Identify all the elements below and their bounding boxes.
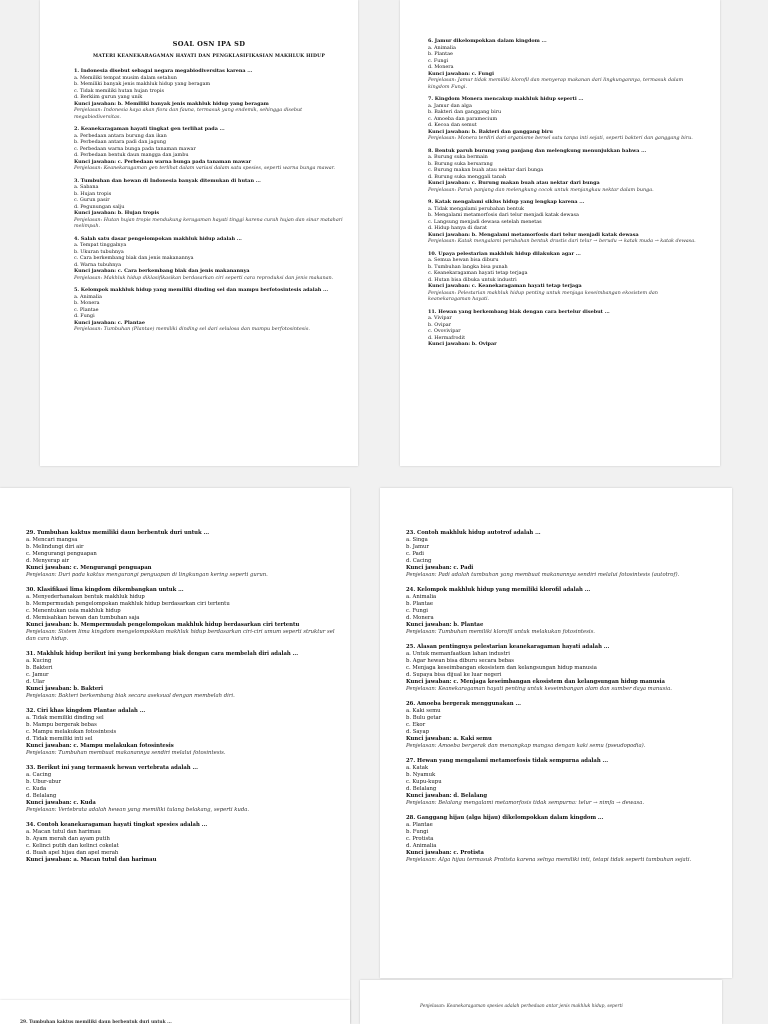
question-block (406, 587, 718, 636)
answer-key: Kunci jawaban: c. Fungi (428, 70, 494, 77)
explanation-text: Penjelasan: Tumbuhan memiliki klorofil untuk melakukan fotosintesis. (406, 629, 595, 635)
answer-option: a. Macan tutul dan harimau (26, 829, 101, 835)
question-block (26, 587, 336, 643)
answer-option: d. Hermafrodit (428, 334, 466, 341)
question-text: 4. Salah satu dasar pengelompokan makhluk hidup adalah ... (74, 235, 242, 242)
answer-option: d. Kecoa dan semut (428, 122, 477, 128)
question-list (26, 530, 336, 864)
page-4-content (380, 488, 732, 880)
answer-option: c. Fungi (406, 608, 428, 614)
answer-option: d. Belalang (406, 786, 437, 792)
answer-option: b. Plantae (406, 601, 434, 607)
question-text: 34. Contoh keanekaragaman hayati tingkat spesies adalah ... (26, 822, 208, 828)
answer-key: Kunci jawaban: b. Memiliki banyak jenis makhluk hidup yang beragam (74, 100, 269, 107)
answer-option: c. Plantae (74, 306, 99, 313)
question-block (26, 651, 336, 700)
answer-key: Kunci jawaban: c. Padi (406, 565, 474, 571)
question-text: 26. Amoeba bergerak menggunakan ... (406, 701, 522, 707)
question-block (406, 815, 718, 864)
answer-option: b. Hujan tropis (74, 190, 112, 197)
question-text: 3. Tumbuhan dan hewan di Indonesia banyak ditemukan di hutan ... (74, 177, 261, 184)
partial-explanation-text: Penjelasan: Keanekaragaman spesies adalah perbedaan antar jenis makhluk hidup, seperti (420, 1004, 623, 1009)
answer-option: a. Perbedaan antara burung dan ikan (74, 132, 167, 139)
answer-option: c. Tidak memiliki hutan hujan tropis (74, 87, 164, 94)
answer-option: c. Fungi (428, 57, 449, 64)
explanation-text: Penjelasan: Indonesia kaya akan flora dan fauna, termasuk yang endemik, sehingga disebut megabiodiversitas. (74, 107, 303, 120)
answer-option: a. Plantae (406, 822, 433, 828)
answer-key: Kunci jawaban: b. Mempermudah pengelompokan makhluk hidup berdasarkan ciri tertentu (26, 622, 300, 628)
answer-key: Kunci jawaban: a. Macan tutul dan harimau (26, 857, 157, 863)
answer-option: b. Ubur-ubur (26, 779, 62, 785)
answer-option: d. Berkiim gurun yang unik (74, 94, 143, 100)
answer-option: b. Bakteri dan ganggang biru (428, 109, 502, 115)
answer-option: d. Memisahkan hewan dan tumbuhan saja (26, 615, 140, 621)
answer-option: a. Kucing (26, 658, 52, 664)
answer-option: d. Tidak memiliki inti sel (26, 736, 93, 742)
answer-option: c. Ekor (406, 722, 426, 728)
question-block (428, 199, 702, 245)
question-block (406, 530, 718, 579)
question-block (428, 309, 702, 348)
answer-key: Kunci jawaban: c. Burung makan buah atau nektar dari bunga (428, 180, 600, 186)
answer-option: d. Supaya bisa dijual ke luar negeri (406, 672, 502, 678)
explanation-text: Penjelasan: Monera terdiri dari organisme bersel satu tanpa inti sejati, seperti bakteri dan ganggang biru. (428, 135, 693, 141)
question-block (26, 708, 336, 757)
partial-question-text: 29. Tumbuhan kaktus memiliki daun berbentuk duri untuk ... (20, 1020, 172, 1024)
answer-option: a. Tidak memiliki dinding sel (26, 715, 104, 721)
answer-option: d. Perbedaan bentuk daun mangga dan jambu (74, 152, 189, 158)
answer-option: c. Menjaga keseimbangan ekosistem dan kelangsungan hidup manusia (406, 665, 597, 671)
answer-option: c. Langsung menjadi dewasa setelah menetas (428, 218, 542, 225)
document-page-4 (380, 488, 732, 978)
answer-key: Kunci jawaban: b. Plantae (406, 622, 484, 628)
answer-option: d. Cacing (406, 558, 432, 564)
question-block (406, 701, 718, 750)
answer-option: b. Ovipar (428, 321, 451, 328)
question-text: 10. Upaya pelestarian makhluk hidup dilakukan agar ... (428, 250, 581, 257)
answer-option: b. Mampu bergerak bebas (26, 722, 97, 728)
question-block (26, 765, 336, 814)
answer-option: b. Monera (74, 300, 100, 306)
answer-option: a. Kaki semu (406, 708, 441, 714)
question-text: 7. Kingdom Monera mencakup makhluk hidup seperti ... (428, 96, 584, 102)
answer-key: Kunci jawaban: b. Bakteri dan ganggang biru (428, 128, 553, 135)
question-block (26, 530, 336, 579)
document-page-2 (400, 0, 720, 466)
question-text: 29. Tumbuhan kaktus memiliki daun berbentuk duri untuk ... (26, 530, 210, 536)
question-block (406, 644, 718, 693)
answer-key: Kunci jawaban: c. Mengurangi penguapan (26, 565, 152, 571)
question-block (74, 178, 344, 230)
answer-key: Kunci jawaban: c. Cara berkembang biak dan jenis makanannya (74, 268, 250, 274)
answer-option: c. Ovovivipar (428, 328, 461, 334)
question-block (74, 126, 344, 172)
question-text: 28. Ganggang hijau (alga hijau) dikelompokkan dalam kingdom ... (406, 815, 604, 821)
document-page-1 (40, 0, 358, 466)
answer-option: b. Fungi (406, 829, 429, 835)
answer-option: b. Mempermudah pengelompokan makhluk hidup berdasarkan ciri tertentu (26, 601, 230, 607)
answer-option: d. Buah apel hijau dan apel merah (26, 850, 119, 856)
answer-option: d. Warna tubuhnya (74, 261, 122, 268)
answer-option: b. Perbedaan antara padi dan jagung (74, 139, 167, 145)
answer-option: d. Menyerap air (26, 558, 70, 564)
answer-option: d. Belalang (26, 793, 57, 799)
answer-key: Kunci jawaban: c. Kuda (26, 800, 96, 806)
answer-option: a. Memiliki tempat musim dalam setahun (74, 74, 177, 81)
answer-option: c. Amoeba dan paramecium (428, 115, 498, 122)
document-page-6-partial (360, 980, 722, 1024)
explanation-text: Penjelasan: Padi adalah tumbuhan yang membuat makanannya sendiri melalui fotosintesis (autotrof). (406, 572, 680, 578)
question-block (26, 822, 336, 864)
explanation-text: Penjelasan: Bakteri berkembang biak secara aseksual dengan membelah diri. (26, 693, 235, 699)
answer-key: Kunci jawaban: b. Bakteri (26, 686, 103, 692)
answer-option: b. Tumbuhan langka bisa punah (428, 263, 508, 270)
answer-key: Kunci jawaban: c. Plantae (74, 319, 145, 326)
question-block (428, 148, 702, 194)
explanation-text: Penjelasan: Belalang mengalami metamorfosis tidak sempurna: telur → nimfa → dewasa. (406, 800, 645, 806)
answer-option: a. Singa (406, 537, 428, 543)
answer-option: d. Fungi (74, 313, 95, 319)
answer-option: d. Hutan bisa dibuka untuk industri (428, 276, 517, 283)
answer-key: Kunci jawaban: a. Kaki semu (406, 736, 492, 742)
question-text: 5. Kelompok makhluk hidup yang memiliki dinding sel dan mampu berfotosintesis adalah ... (74, 287, 329, 293)
answer-key: Kunci jawaban: d. Belalang (406, 793, 488, 799)
explanation-text: Penjelasan: Pelestarian makhluk hidup penting untuk menjaga keseimbangan ekosistem dan keanekaragaman hayati. (428, 289, 658, 302)
answer-option: b. Bulu getar (406, 715, 442, 721)
answer-option: a. Animalia (428, 44, 456, 51)
explanation-text: Penjelasan: Katak mengalami perubahan bentuk drastis dari telur → berudu → katak muda → katak dewasa. (428, 238, 696, 244)
question-block (74, 236, 344, 282)
answer-option: a. Jamur dan alga (428, 102, 472, 109)
explanation-text: Penjelasan: Keanekaragaman hayati penting untuk keseimbangan alam dan sumber daya manusia. (406, 686, 672, 692)
explanation-text: Penjelasan: Sistem lima kingdom mengelompokkan makhluk hidup berdasarkan ciri-ciri umum seperti struktur sel dan cara hidup. (26, 629, 335, 642)
answer-option: c. Keanekaragaman hayati tetap terjaga (428, 270, 528, 276)
answer-option: a. Vivipar (428, 315, 452, 321)
answer-option: a. Mencari mangsa (26, 537, 78, 543)
question-text: 31. Makhluk hidup berikut ini yang berkembang biak dengan cara membelah diri adalah ... (26, 651, 299, 657)
page-2-content (400, 0, 720, 362)
answer-key: Kunci jawaban: c. Keanekaragaman hayati tetap terjaga (428, 283, 582, 289)
explanation-text: Penjelasan: Tumbuhan membuat makanannya sendiri melalui fotosintesis. (26, 750, 226, 756)
question-text: 24. Kelompok makhluk hidup yang memiliki klorofil adalah ... (406, 587, 591, 593)
answer-option: c. Mampu melakukan fotosintesis (26, 729, 117, 735)
question-text: 30. Klasifikasi lima kingdom dikembangkan untuk ... (26, 587, 184, 593)
document-title: SOAL OSN IPA SD (172, 40, 246, 48)
answer-key: Kunci jawaban: c. Mampu melakukan fotosintesis (26, 743, 174, 749)
answer-option: c. Gurun pasir (74, 197, 110, 203)
question-list (406, 530, 718, 864)
explanation-text: Penjelasan: Paruh panjang dan melengkung cocok untuk menjangkau nektar dalam bunga. (428, 186, 654, 193)
answer-option: d. Hidup hanya di darat (428, 225, 487, 231)
answer-key: Kunci jawaban: c. Protista (406, 850, 484, 856)
answer-option: c. Padi (406, 551, 424, 557)
answer-option: b. Ayam merah dan ayam putih (26, 836, 110, 842)
answer-option: b. Melindungi diri air (26, 544, 84, 550)
question-text: 2. Keanekaragaman hayati tingkat gen terlihat pada ... (74, 126, 225, 132)
answer-option: a. Burung suka bermain (428, 154, 488, 160)
answer-key: Kunci jawaban: b. Mengalami metamorfosis dari telur menjadi katak dewasa (428, 231, 639, 238)
explanation-text: Penjelasan: Tumbuhan (Plantae) memiliki dinding sel dari selulosa dan mampu berfotosintesis. (74, 326, 310, 332)
question-text: 9. Katak mengalami siklus hidup yang lengkap karena ... (428, 199, 585, 205)
explanation-text: Penjelasan: Keanekaragaman gen terlihat dalam variasi dalam satu spesies, seperti warna bunga mawar. (74, 165, 335, 171)
answer-option: c. Burung makan buah atau nektar dari bunga (428, 167, 544, 173)
answer-option: c. Perbedaan warna bunga pada tanaman mawar (74, 145, 196, 152)
question-block (428, 251, 702, 303)
answer-key: Kunci jawaban: b. Hujan tropis (74, 210, 160, 216)
document-subtitle: MATERI KEANEKARAGAMAN HAYATI DAN PENGKLASIFIKASIAN MAKHLUK HIDUP (92, 54, 326, 59)
answer-option: c. Protista (406, 836, 434, 842)
question-text: 8. Bentuk paruh burung yang panjang dan melengkung menunjukkan bahwa ... (428, 147, 647, 154)
question-list (74, 68, 344, 333)
explanation-text: Penjelasan: Jamur tidak memiliki klorofil dan menyerap makanan dari lingkungannya, termasuk dalam kingdom Fungi. (428, 77, 684, 90)
answer-option: b. Mengalami metamorfosis dari telur menjadi katak dewasa (428, 212, 579, 218)
answer-option: b. Agar hewan bisa diburu secara bebas (406, 658, 514, 664)
question-text: 25. Alasan pentingnya pelestarian keanekaragaman hayati adalah ... (406, 644, 610, 650)
answer-option: b. Jamur (406, 544, 430, 550)
answer-option: d. Pegunungan salju (74, 203, 125, 210)
answer-option: b. Ukuran tubuhnya (74, 248, 124, 255)
document-page-3 (0, 488, 350, 1024)
answer-option: d. Sayap (406, 729, 430, 735)
question-text: 6. Jamur dikelompokkan dalam kingdom ... (428, 38, 547, 44)
answer-key: Kunci jawaban: c. Perbedaan warna bunga pada tanaman mawar (74, 158, 252, 165)
question-list (428, 38, 702, 348)
explanation-text: Penjelasan: Vertebrata adalah hewan yang memiliki tulang belakang, seperti kuda. (26, 807, 250, 813)
answer-option: b. Memiliki banyak jenis makhluk hidup yang beragam (74, 81, 211, 87)
answer-option: a. Menyederhanakan bentuk makhluk hidup (26, 594, 145, 600)
question-block (428, 96, 702, 142)
answer-option: c. Kelinci putih dan kelinci cokelat (26, 843, 119, 849)
question-block (406, 758, 718, 807)
question-text: 11. Hewan yang berkembang biak dengan cara bertelur disebut ... (428, 308, 610, 315)
answer-option: c. Mengurangi penguapan (26, 551, 97, 557)
question-text: 27. Hewan yang mengalami metamorfosis tidak sempurna adalah ... (406, 758, 609, 764)
question-block (428, 38, 702, 90)
answer-option: b. Nyamuk (406, 772, 436, 778)
answer-option: a. Sabana (74, 184, 99, 190)
answer-option: c. Cara berkembang biak dan jenis makanannya (74, 255, 194, 261)
question-text: 23. Contoh makhluk hidup autotrof adalah ... (406, 530, 541, 536)
page-3-content (0, 488, 350, 880)
question-text: 33. Berikut ini yang termasuk hewan vertebrata adalah ... (26, 765, 198, 771)
question-text: 1. Indonesia disebut sebagai negara megabiodiversitas karena ... (74, 68, 253, 74)
answer-option: a. Cacing (26, 772, 52, 778)
page-1-content (40, 0, 358, 347)
explanation-text: Penjelasan: Duri pada kaktus mengurangi penguapan di lingkungan kering seperti gurun. (26, 572, 268, 578)
answer-option: a. Tidak mengalami perubahan bentuk (428, 205, 524, 212)
document-page-5-partial (0, 1000, 350, 1024)
answer-option: d. Ular (26, 679, 45, 685)
answer-option: d. Monera (428, 64, 454, 70)
explanation-text: Penjelasan: Makhluk hidup diklasifikasikan berdasarkan ciri seperti cara reproduksi dan jenis makanan. (74, 274, 334, 281)
answer-key: Kunci jawaban: b. Ovipar (428, 341, 497, 347)
question-block (74, 68, 344, 120)
answer-option: d. Monera (406, 615, 434, 621)
answer-option: b. Burung suka bersarang (428, 160, 493, 167)
explanation-text: Penjelasan: Alga hijau termasuk Protista karena selnya memiliki inti, tetapi tidak seperti tumbuhan sejati. (406, 857, 692, 863)
answer-option: d. Burung suka menggali tanah (428, 173, 507, 180)
answer-option: a. Untuk memanfaatkan lahan industri (406, 651, 510, 657)
question-text: 32. Ciri khas kingdom Plantae adalah ... (26, 708, 146, 714)
answer-option: c. Jamur (26, 672, 49, 678)
answer-option: a. Tempat tinggalnya (74, 242, 127, 248)
answer-option: c. Kupu-kupu (406, 779, 442, 785)
answer-option: a. Animalia (74, 293, 102, 300)
answer-key: Kunci jawaban: c. Menjaga keseimbangan ekosistem dan kelangsungan hidup manusia (406, 679, 665, 685)
answer-option: a. Animalia (406, 594, 437, 600)
answer-option: d. Animalia (406, 843, 437, 849)
question-block (74, 287, 344, 333)
answer-option: b. Bakteri (26, 665, 53, 671)
answer-option: a. Semua hewan bisa diburu (428, 257, 499, 263)
answer-option: b. Plantae (428, 51, 453, 57)
explanation-text: Penjelasan: Amoeba bergerak dan menangkap mangsa dengan kaki semu (pseudopodia). (406, 743, 646, 749)
answer-option: c. Menentukan usia makhluk hidup (26, 608, 121, 614)
answer-option: a. Katak (406, 765, 429, 771)
answer-option: c. Kuda (26, 786, 47, 792)
explanation-text: Penjelasan: Hutan hujan tropis mendukung keragaman hayati tinggi karena curah hujan dan sinar matahari melimpah. (74, 216, 343, 229)
